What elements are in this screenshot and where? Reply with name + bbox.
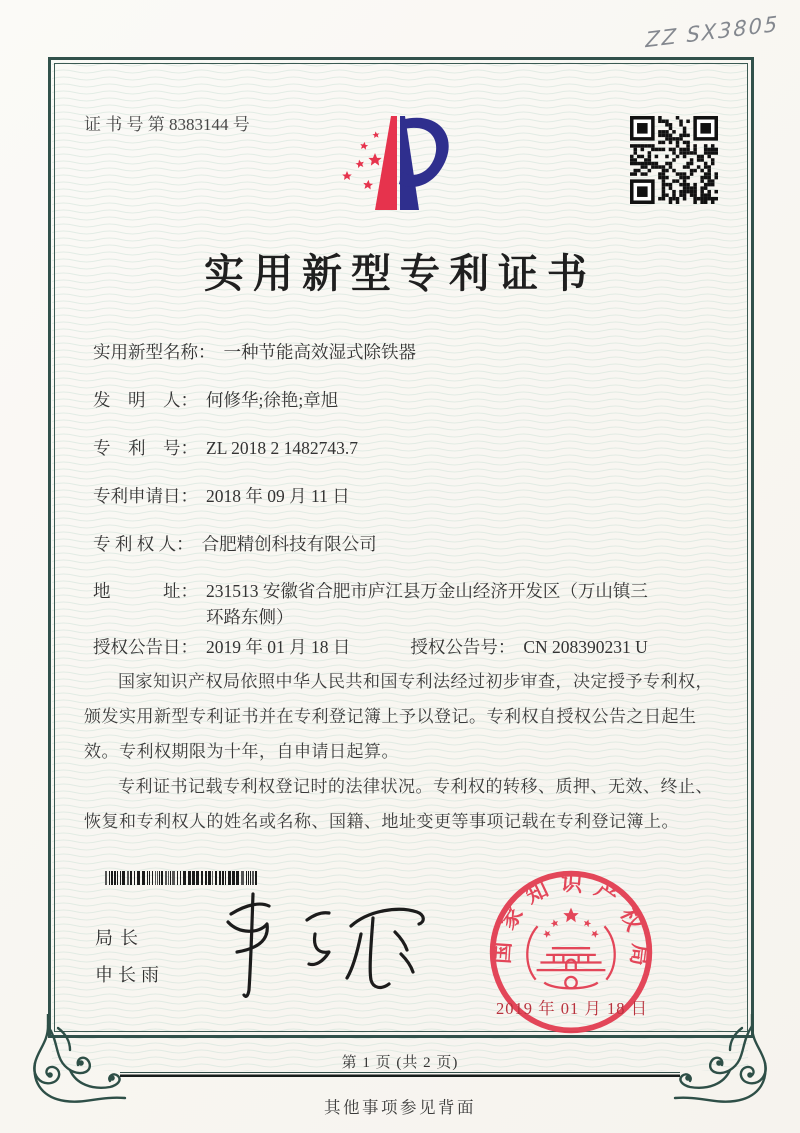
barcode-bar [159, 871, 160, 885]
field-value: 2019 年 01 月 18 日 [206, 637, 351, 657]
barcode-bar [180, 871, 181, 885]
field-label: 授权公告号： [410, 637, 516, 657]
barcode-bar [130, 871, 132, 885]
field-row-name [93, 339, 416, 365]
director-signature [203, 882, 438, 1000]
legal-text [84, 664, 718, 839]
barcode-bar [188, 871, 191, 885]
field-label: 发 明 人： [93, 390, 198, 410]
field-value: CN 208390231 U [523, 637, 648, 657]
barcode-bar [149, 871, 150, 885]
barcode-bar [196, 871, 199, 885]
field-value: 一种节能高效湿式除铁器 [223, 342, 416, 362]
field-value: 2018 年 09 月 11 日 [206, 486, 350, 506]
barcode-bar [109, 871, 110, 885]
barcode-bar [168, 871, 169, 885]
legal-paragraph: 国家知识产权局依照中华人民共和国专利法经过初步审查，决定授予专利权，颁发实用新型专利证书并在专利登记簿上予以登记。专利权自授权公告之日起生效。专利权期限为十年，自申请日起算。 [84, 672, 713, 761]
barcode-bar [105, 871, 107, 885]
field-label: 授权公告日： [93, 637, 198, 657]
page-indicator: 第 1 页 (共 2 页) [341, 1055, 459, 1071]
barcode-bar [142, 871, 145, 885]
barcode-bar [157, 871, 158, 885]
field-row-grant [93, 634, 648, 660]
barcode-bar [111, 871, 113, 885]
barcode-bar [165, 871, 167, 885]
barcode-bar [134, 871, 135, 885]
legal-paragraph: 专利证书记载专利权登记时的法律状况。专利权的转移、质押、无效、终止、恢复和专利权人的姓名或名称、国籍、地址变更等事项记载在专利登记簿上。 [84, 777, 713, 831]
field-row-address [93, 578, 651, 630]
field-label: 地 址： [93, 581, 198, 601]
field-label: 实用新型名称： [93, 342, 216, 362]
field-label: 专利申请日： [93, 486, 198, 506]
barcode-bar [147, 871, 148, 885]
certificate-number: 证 书 号 第 8383144 号 [84, 115, 250, 134]
barcode-bar [114, 871, 116, 885]
barcode-bar [152, 871, 153, 885]
barcode-bar [155, 871, 156, 885]
director-title: 局长 [95, 928, 145, 948]
field-row-filing-date [93, 483, 350, 509]
seal-org-text: 国家知识产权局 [488, 869, 654, 978]
field-row-patentee [93, 531, 377, 557]
barcode-bar [177, 871, 178, 885]
field-label: 专 利 号： [93, 438, 198, 458]
barcode-bar [127, 871, 129, 885]
bottom-rule [120, 1072, 680, 1077]
cnipa-logo-icon [333, 110, 457, 236]
field-value: 231513 安徽省合肥市庐江县万金山经济开发区（万山镇三环路东侧） [206, 581, 648, 627]
field-value: 合肥精创科技有限公司 [201, 534, 377, 554]
barcode-bar [137, 871, 140, 885]
seal-date: 2019 年 01 月 18 日 [495, 999, 649, 1018]
barcode-bar [172, 871, 175, 885]
grant-number-pair [410, 634, 647, 660]
field-label: 专 利 权 人： [93, 534, 194, 554]
barcode-bar [170, 871, 171, 885]
director-name: 申长雨 [95, 965, 164, 985]
barcode-bar [120, 871, 121, 885]
handwritten-annotation: ZZ SX3805 [645, 11, 780, 53]
barcode-bar [117, 871, 118, 885]
barcode-bar [192, 871, 195, 885]
certificate-title: 实用新型专利证书 [204, 251, 596, 296]
field-value: 何修华;徐艳;章旭 [206, 390, 339, 410]
field-value: ZL 2018 2 1482743.7 [206, 438, 358, 458]
reverse-side-note: 其他事项参见背面 [324, 1098, 476, 1117]
barcode-bar [183, 871, 186, 885]
barcode-bar [122, 871, 125, 885]
field-row-inventors [93, 387, 338, 413]
qr-code [630, 116, 718, 204]
field-row-patent-number [93, 435, 358, 461]
barcode-bar [161, 871, 163, 885]
